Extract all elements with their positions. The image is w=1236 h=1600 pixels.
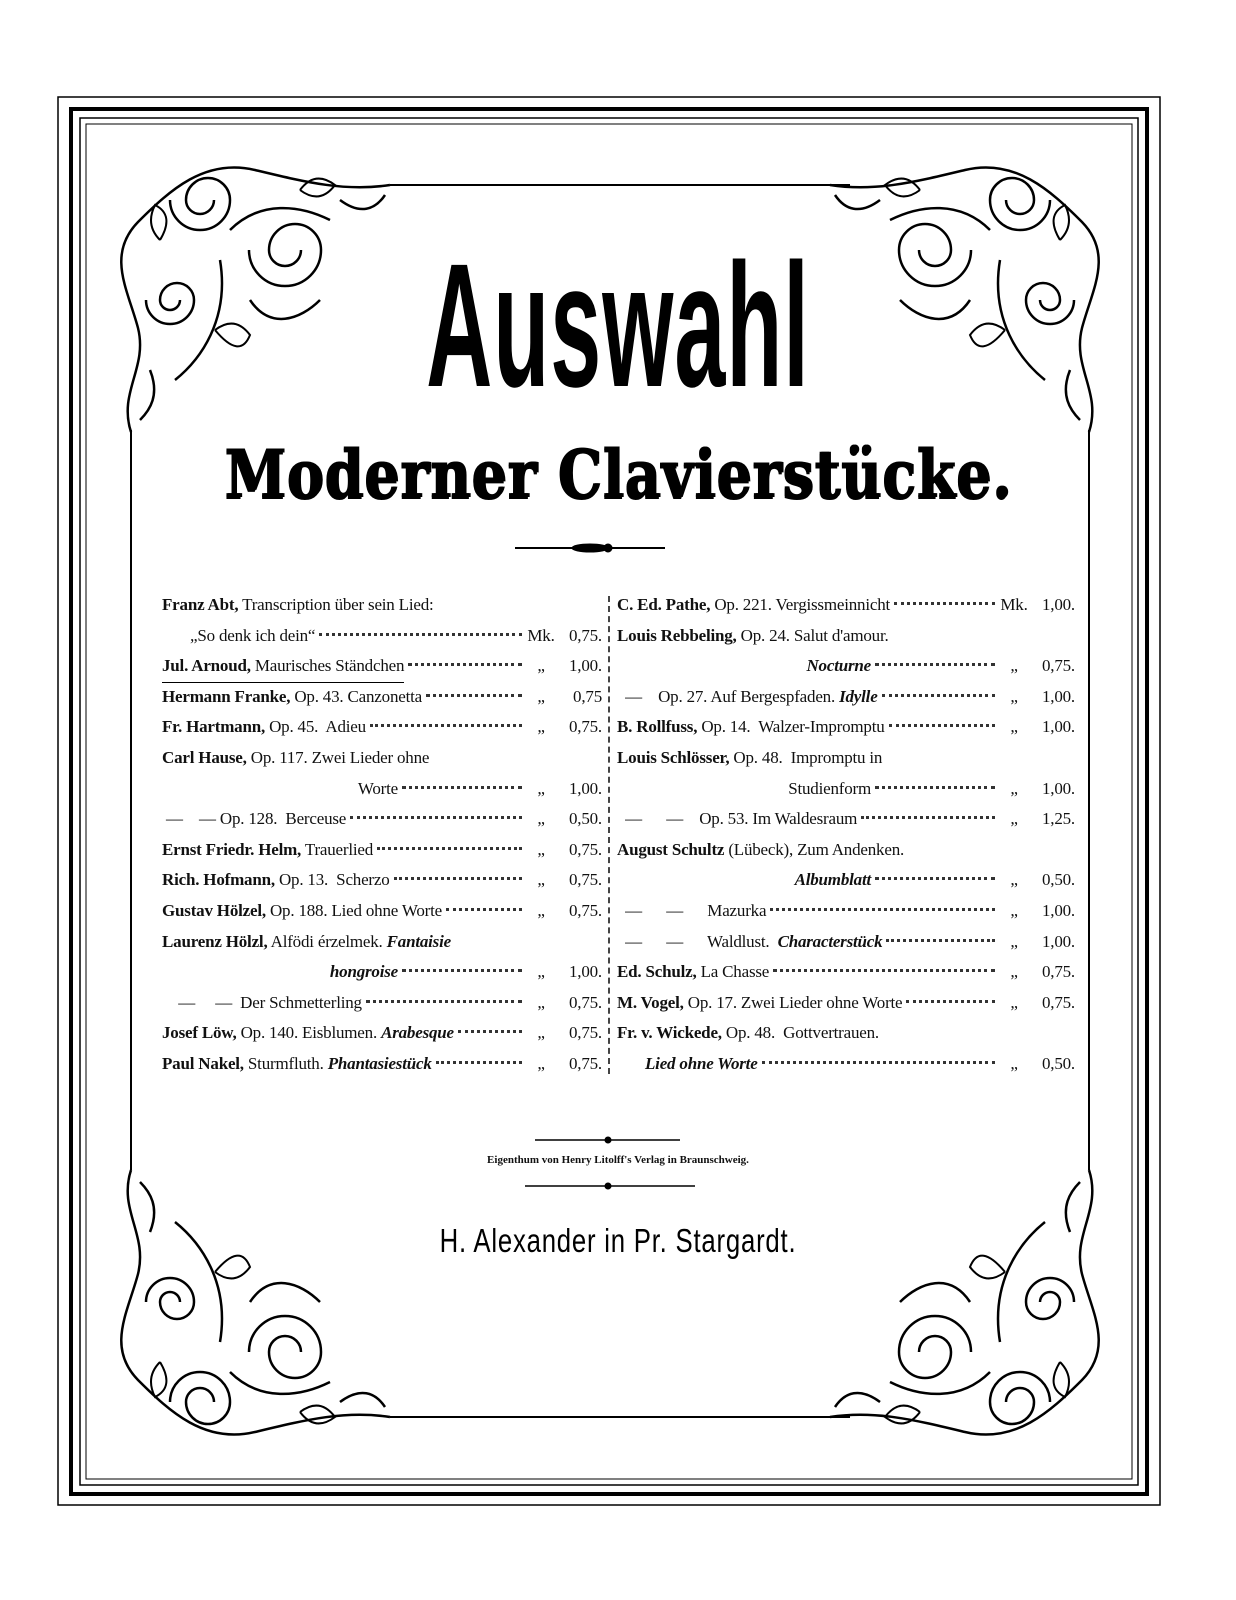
work-title: Worte xyxy=(357,778,398,798)
work-title: Op. 17. Zwei Lieder ohne Worte xyxy=(683,992,903,1012)
work-title: Sturmfluth. xyxy=(243,1053,328,1073)
catalog-entry xyxy=(617,651,1075,682)
work-title: Op. 45. Adieu xyxy=(265,717,366,737)
currency-unit: „ xyxy=(1010,931,1018,951)
price: 0,75. xyxy=(568,1053,602,1073)
catalog-entry xyxy=(617,590,1075,621)
catalog-entry xyxy=(162,743,602,774)
dot-leader xyxy=(875,877,995,880)
catalog-entry xyxy=(162,957,602,988)
currency-unit: „ xyxy=(537,809,545,829)
dot-leader xyxy=(861,816,995,819)
composer-name: Josef Löw, xyxy=(162,1023,237,1043)
price: 1,00. xyxy=(1041,717,1075,737)
entry-text xyxy=(617,1018,879,1049)
genre-label: Characterstück xyxy=(777,931,883,951)
work-title: (Lübeck), Zum Andenken. xyxy=(724,839,905,859)
entry-text xyxy=(617,804,857,835)
currency-unit: „ xyxy=(537,1023,545,1043)
dot-leader xyxy=(436,1061,522,1064)
dot-leader xyxy=(394,877,522,880)
price: 0,50. xyxy=(1041,1053,1075,1073)
catalog-entry xyxy=(617,927,1075,958)
price: 0,75. xyxy=(568,839,602,859)
entry-text xyxy=(162,804,346,835)
dot-leader xyxy=(370,724,522,727)
composer-name: Fr. Hartmann, xyxy=(162,717,266,737)
price: 1,00. xyxy=(568,778,602,798)
work-title: — — Op. 53. Im Waldesraum xyxy=(617,809,858,829)
catalog-entry xyxy=(617,896,1075,927)
work-title: Op. 117. Zwei Lieder ohne xyxy=(246,747,430,767)
price: 1,00. xyxy=(1041,931,1075,951)
composer-name: Louis Schlösser, xyxy=(617,747,730,767)
price: 1,00. xyxy=(1041,900,1075,920)
catalog-right-column xyxy=(617,590,1075,1080)
work-title: Op. 221. Vergissmeinnicht xyxy=(710,595,891,614)
entry-text xyxy=(617,712,885,743)
currency-unit: „ xyxy=(537,962,545,982)
dot-leader xyxy=(350,816,522,819)
entry-text xyxy=(162,621,315,652)
catalog-entry xyxy=(162,651,602,682)
composer-name: Gustav Hölzel, xyxy=(162,900,266,920)
dot-leader xyxy=(366,1000,522,1003)
currency-unit: „ xyxy=(1010,962,1018,982)
work-title: Op. 43. Canzonetta xyxy=(290,686,422,706)
dot-leader xyxy=(408,663,522,666)
price: 0,75. xyxy=(1041,656,1075,676)
catalog-entry xyxy=(162,682,602,713)
entry-text xyxy=(788,774,871,805)
catalog-entry xyxy=(617,774,1075,805)
currency-unit: „ xyxy=(1010,717,1018,737)
dot-leader xyxy=(762,1061,995,1064)
catalog-entry xyxy=(162,590,602,621)
entry-text xyxy=(162,712,366,743)
genre-label: Lied ohne Worte xyxy=(645,1053,758,1073)
catalog-entry xyxy=(617,682,1075,713)
composer-name: Rich. Hofmann, xyxy=(162,870,275,890)
dot-leader xyxy=(886,939,995,942)
dot-leader xyxy=(906,1000,995,1003)
catalog-entry xyxy=(617,1018,1075,1049)
currency-unit: „ xyxy=(537,717,545,737)
price: 1,00. xyxy=(568,656,602,676)
catalog-entry xyxy=(617,804,1075,835)
price: 0,75. xyxy=(568,992,602,1012)
column-divider xyxy=(608,596,614,1074)
dot-leader xyxy=(894,602,995,605)
entry-text xyxy=(358,774,398,805)
work-title: Op. 24. Salut d'amour. xyxy=(736,625,889,645)
dot-leader xyxy=(770,908,995,911)
currency-unit: „ xyxy=(537,778,545,798)
entry-text xyxy=(162,743,429,774)
composer-name: Jul. Arnoud, xyxy=(162,656,251,676)
price: 1,00. xyxy=(1041,686,1075,706)
genre-label: Albumblatt xyxy=(794,870,871,890)
composer-name: Paul Nakel, xyxy=(162,1053,244,1073)
genre-label: Idylle xyxy=(839,686,878,706)
entry-text xyxy=(617,927,882,958)
entry-text xyxy=(162,865,390,896)
dot-leader xyxy=(458,1030,522,1033)
dot-leader xyxy=(773,969,995,972)
title: Auswahl xyxy=(426,228,810,424)
currency-unit: „ xyxy=(537,900,545,920)
catalog-entry xyxy=(162,1018,602,1049)
catalog-entry xyxy=(162,896,602,927)
catalog-entry xyxy=(162,835,602,866)
genre-label: Fantaisie xyxy=(386,931,451,951)
work-title: Alfödi érzelmek. xyxy=(267,931,387,951)
composer-name: Franz Abt, xyxy=(162,595,239,614)
work-title: Transcription über sein Lied: xyxy=(238,595,434,614)
price: 1,00. xyxy=(1041,778,1075,798)
subtitle: Moderner Clavierstücke. xyxy=(224,435,1012,513)
currency-unit: „ xyxy=(1010,900,1018,920)
entry-text xyxy=(617,988,902,1019)
price: 0,75. xyxy=(568,625,602,645)
catalog-entry xyxy=(617,835,1075,866)
colophon: Eigenthum von Henry Litolff's Verlag in Braunschweig. xyxy=(487,1154,749,1166)
catalog-entry xyxy=(162,804,602,835)
entry-text xyxy=(162,590,434,621)
entry-text xyxy=(806,651,871,682)
catalog-entry xyxy=(162,927,602,958)
price: 0,50. xyxy=(1041,870,1075,890)
entry-text xyxy=(162,835,373,866)
corner-ornament-bottom-left xyxy=(121,1170,390,1435)
dot-leader xyxy=(889,724,995,727)
currency-unit: „ xyxy=(537,992,545,1012)
catalog-entry xyxy=(617,1049,1075,1080)
composer-name: Laurenz Hölzl, xyxy=(162,931,268,951)
currency-unit: Mk. xyxy=(1000,595,1028,614)
composer-name: Ernst Friedr. Helm, xyxy=(162,839,302,859)
currency-unit: „ xyxy=(1010,992,1018,1012)
price: 0,75. xyxy=(1041,962,1075,982)
work-title: „So denk ich dein“ xyxy=(190,625,316,645)
entry-text xyxy=(162,1049,432,1080)
entry-text xyxy=(617,621,889,652)
price: 0,75 xyxy=(573,686,602,706)
corner-ornament-bottom-right xyxy=(830,1170,1099,1435)
dot-leader xyxy=(446,908,522,911)
catalog-entry xyxy=(617,621,1075,652)
entry-text xyxy=(617,896,766,927)
entry-text xyxy=(162,988,362,1019)
publisher-line: H. Alexander in Pr. Stargardt. xyxy=(439,1222,797,1259)
composer-name: Hermann Franke, xyxy=(162,686,291,706)
dot-leader xyxy=(319,633,522,636)
work-title: — — Mazurka xyxy=(617,900,767,920)
dot-leader xyxy=(402,786,522,789)
composer-name: Fr. v. Wickede, xyxy=(617,1023,722,1043)
catalog-entry xyxy=(162,712,602,743)
dot-leader xyxy=(426,694,522,697)
entry-text xyxy=(617,682,878,713)
work-title: — Op. 27. Auf Bergespfaden. xyxy=(617,686,840,706)
composer-name: C. Ed. Pathe, xyxy=(617,595,711,614)
dot-leader xyxy=(402,969,522,972)
currency-unit: „ xyxy=(537,686,545,706)
composer-name: Louis Rebbeling, xyxy=(617,625,737,645)
dot-leader xyxy=(882,694,995,697)
currency-unit: „ xyxy=(537,1053,545,1073)
entry-text xyxy=(617,590,890,621)
entry-text xyxy=(330,957,398,988)
currency-unit: „ xyxy=(1010,686,1018,706)
work-title: — — Waldlust. xyxy=(617,931,778,951)
catalog-left-column xyxy=(162,590,602,1080)
entry-text xyxy=(617,1049,758,1080)
dot-leader xyxy=(377,847,522,850)
price: 0,50. xyxy=(568,809,602,829)
composer-name: M. Vogel, xyxy=(617,992,684,1012)
price: 1,00. xyxy=(568,962,602,982)
catalog-entry xyxy=(617,743,1075,774)
composer-name: August Schultz xyxy=(617,839,725,859)
entry-text xyxy=(162,682,422,713)
entry-text xyxy=(795,865,871,896)
currency-unit: „ xyxy=(1010,809,1018,829)
dot-leader xyxy=(875,786,995,789)
catalog-entry xyxy=(162,1049,602,1080)
work-title: Op. 48. Gottvertrauen. xyxy=(721,1023,879,1043)
catalog-entry xyxy=(162,988,602,1019)
price: 0,75. xyxy=(568,870,602,890)
entry-text xyxy=(162,896,442,927)
currency-unit: „ xyxy=(1010,1053,1018,1073)
composer-name: Ed. Schulz, xyxy=(617,962,697,982)
work-title: Trauerlied xyxy=(301,839,374,859)
catalog-entry xyxy=(617,712,1075,743)
price: 0,75. xyxy=(568,717,602,737)
catalog-entry xyxy=(162,621,602,652)
price: 0,75. xyxy=(568,900,602,920)
catalog-entry xyxy=(617,957,1075,988)
currency-unit: Mk. xyxy=(527,625,555,645)
catalog-entry xyxy=(617,865,1075,896)
genre-label: hongroise xyxy=(329,962,398,982)
catalog-entry xyxy=(617,988,1075,1019)
composer-name: Carl Hause, xyxy=(162,747,247,767)
catalog-entry xyxy=(162,774,602,805)
work-title: La Chasse xyxy=(696,962,770,982)
entry-text xyxy=(617,743,882,774)
work-title: Op. 188. Lied ohne Worte xyxy=(265,900,442,920)
work-title: Op. 14. Walzer-Impromptu xyxy=(697,717,885,737)
work-title: Op. 13. Scherzo xyxy=(274,870,390,890)
entry-text xyxy=(617,957,769,988)
work-title: Op. 48. Impromptu in xyxy=(729,747,883,767)
price: 0,75. xyxy=(568,1023,602,1043)
currency-unit: „ xyxy=(1010,870,1018,890)
composer-name: B. Rollfuss, xyxy=(617,717,698,737)
genre-label: Nocturne xyxy=(806,656,871,676)
work-title: — — Der Schmetterling xyxy=(162,992,362,1012)
genre-label: Phantasiestück xyxy=(327,1053,432,1073)
genre-label: Arabesque xyxy=(381,1023,454,1043)
entry-text xyxy=(617,835,904,866)
price: 1,25. xyxy=(1041,809,1075,829)
catalog-entry xyxy=(162,865,602,896)
currency-unit: „ xyxy=(1010,656,1018,676)
price: 0,75. xyxy=(1041,992,1075,1012)
price: 1,00. xyxy=(1041,595,1075,614)
currency-unit: „ xyxy=(537,656,545,676)
corner-ornament-top-left xyxy=(121,167,390,432)
dot-leader xyxy=(875,663,995,666)
work-title: Studienform xyxy=(788,778,871,798)
entry-text xyxy=(162,927,451,958)
currency-unit: „ xyxy=(1010,778,1018,798)
entry-text xyxy=(162,1018,454,1049)
work-title: Op. 140. Eisblumen. xyxy=(236,1023,382,1043)
work-title: Maurisches Ständchen xyxy=(250,656,405,676)
currency-unit: „ xyxy=(537,870,545,890)
work-title: — — Op. 128. Berceuse xyxy=(162,809,347,829)
entry-text xyxy=(162,651,404,683)
currency-unit: „ xyxy=(537,839,545,859)
